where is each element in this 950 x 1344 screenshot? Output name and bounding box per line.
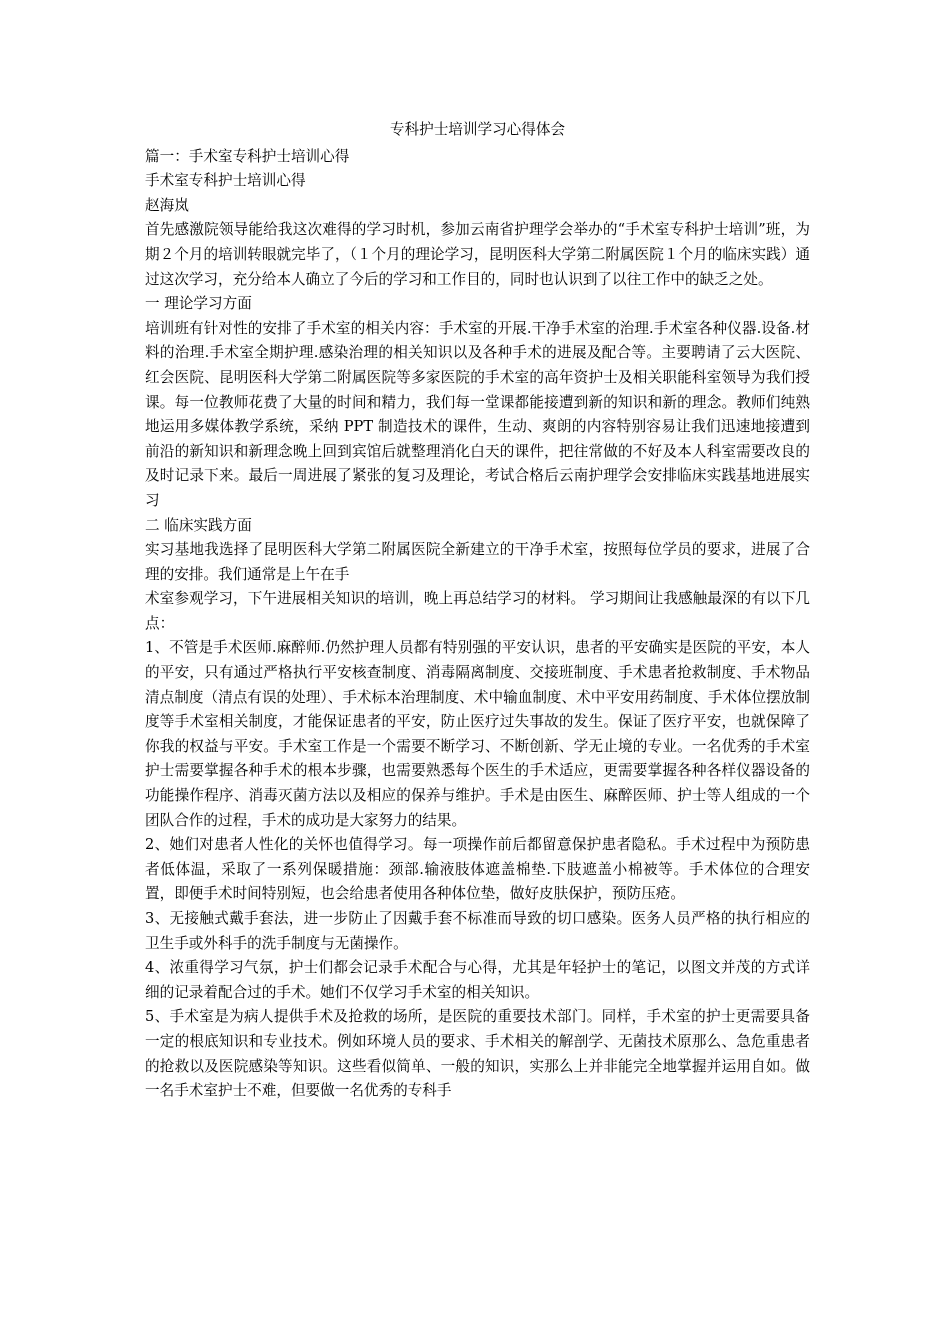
document-page: [145, 118, 810, 1104]
heading-practice: 二 临床实践方面: [145, 516, 252, 534]
point-2-paragraph: 2、她们对患者人性化的关怀也值得学习。每一项操作前后都留意保护患者隐私。手术过程中为预防患者低体温，采取了一系列保暖措施：颈部.输液肢体遮盖棉垫.下肢遮盖小棉被等。手术体位的合理安置，即便手术时间特别短，也会给患者使用各种体位垫，做好皮肤保护，预防压疮。: [145, 836, 810, 903]
author-name: 赵海岚: [145, 196, 189, 214]
practice-paragraph-cont: 术室参观学习，下午进展相关知识的培训，晚上再总结学习的材料。 学习期间让我感触最深的有以下几点：: [145, 590, 810, 632]
section-heading-part1: 篇一：手术室专科护士培训心得: [145, 147, 350, 165]
heading-theory: 一 理论学习方面: [145, 295, 252, 313]
point-1-paragraph: 1、不管是手术医师.麻醉师.仍然护理人员都有特别强的平安认识，患者的平安确实是医院的平安，本人的平安，只有通过严格执行平安核查制度、消毒隔离制度、交接班制度、手术患者抢救制度、手术物品清点制度（清点有误的处理）、手术标本治理制度、术中输血制度、术中平安用药制度、手术体位摆放制度等手术室相关制度，才能保证患者的平安，防止医疗过失事故的发生。保证了医疗平安，也就保障了你我的权益与平安。手术室工作是一个需要不断学习、不断创新、学无止境的专业。一名优秀的手术室护士需要掌握各种手术的根本步骤，也需要熟悉每个医生的手术适应，更需要掌握各种各样仪器设备的功能操作程序、消毒灭菌方法以及相应的保养与维护。手术是由医生、麻醉医师、护士等人组成的一个团队合作的过程，手术的成功是大家努力的结果。: [145, 639, 810, 829]
theory-paragraph: 培训班有针对性的安排了手术室的相关内容：手术室的开展.干净手术室的治理.手术室各种仪器.设备.材料的治理.手术室全期护理.感染治理的相关知识以及各种手术的进展及配合等。主要聘请了云大医院、红会医院、昆明医科大学第二附属医院等多家医院的手术室的高年资护士及相关职能科室领导为我们授课。每一位教师花费了大量的时间和精力，我们每一堂课都能接遭到新的知识和新的理念。教师们纯熟地运用多媒体教学系统，采纳 PPT 制造技术的课件，生动、爽朗的内容特别容易让我们迅速地接遭到前沿的新知识和新理念晚上回到宾馆后就整理消化白天的课件，把往常做的不好及本人科室需要改良的及时记录下来。最后一周进展了紧张的复习及理论，考试合格后云南护理学会安排临床实践基地进展实习: [145, 319, 810, 509]
point-3-paragraph: 3、无接触式戴手套法，进一步防止了因戴手套不标准而导致的切口感染。医务人员严格的执行相应的卫生手或外科手的洗手制度与无菌操作。: [145, 910, 810, 952]
document-title: 专科护士培训学习心得体会: [389, 121, 566, 138]
practice-paragraph: 实习基地我选择了昆明医科大学第二附属医院全新建立的干净手术室，按照每位学员的要求，进展了合理的安排。我们通常是上午在手: [145, 541, 810, 583]
article-title: 手术室专科护士培训心得: [145, 172, 306, 190]
intro-paragraph: 首先感激院领导能给我这次难得的学习时机，参加云南省护理学会举办的“手术室专科护士培训”班，为期２个月的培训转眼就完毕了，（１个月的理论学习，昆明医科大学第二附属医院１个月的临床实践）通过这次学习，充分给本人确立了今后的学习和工作目的，同时也认识到了以往工作中的缺乏之处。: [145, 221, 810, 288]
point-5-paragraph: 5、手术室是为病人提供手术及抢救的场所，是医院的重要技术部门。同样，手术室的护士更需要具备一定的根底知识和专业技术。例如环境人员的要求、手术相关的解剖学、无菌技术原那么、急危重患者的抢救以及医院感染等知识。这些看似简单、一般的知识，实那么上并非能完全地掌握并运用自如。做一名手术室护士不难，但要做一名优秀的专科手: [145, 1008, 810, 1100]
point-4-paragraph: 4、浓重得学习气氛，护士们都会记录手术配合与心得，尤其是年轻护士的笔记，以图文并茂的方式详细的记录着配合过的手术。她们不仅学习手术室的相关知识。: [145, 959, 810, 1001]
